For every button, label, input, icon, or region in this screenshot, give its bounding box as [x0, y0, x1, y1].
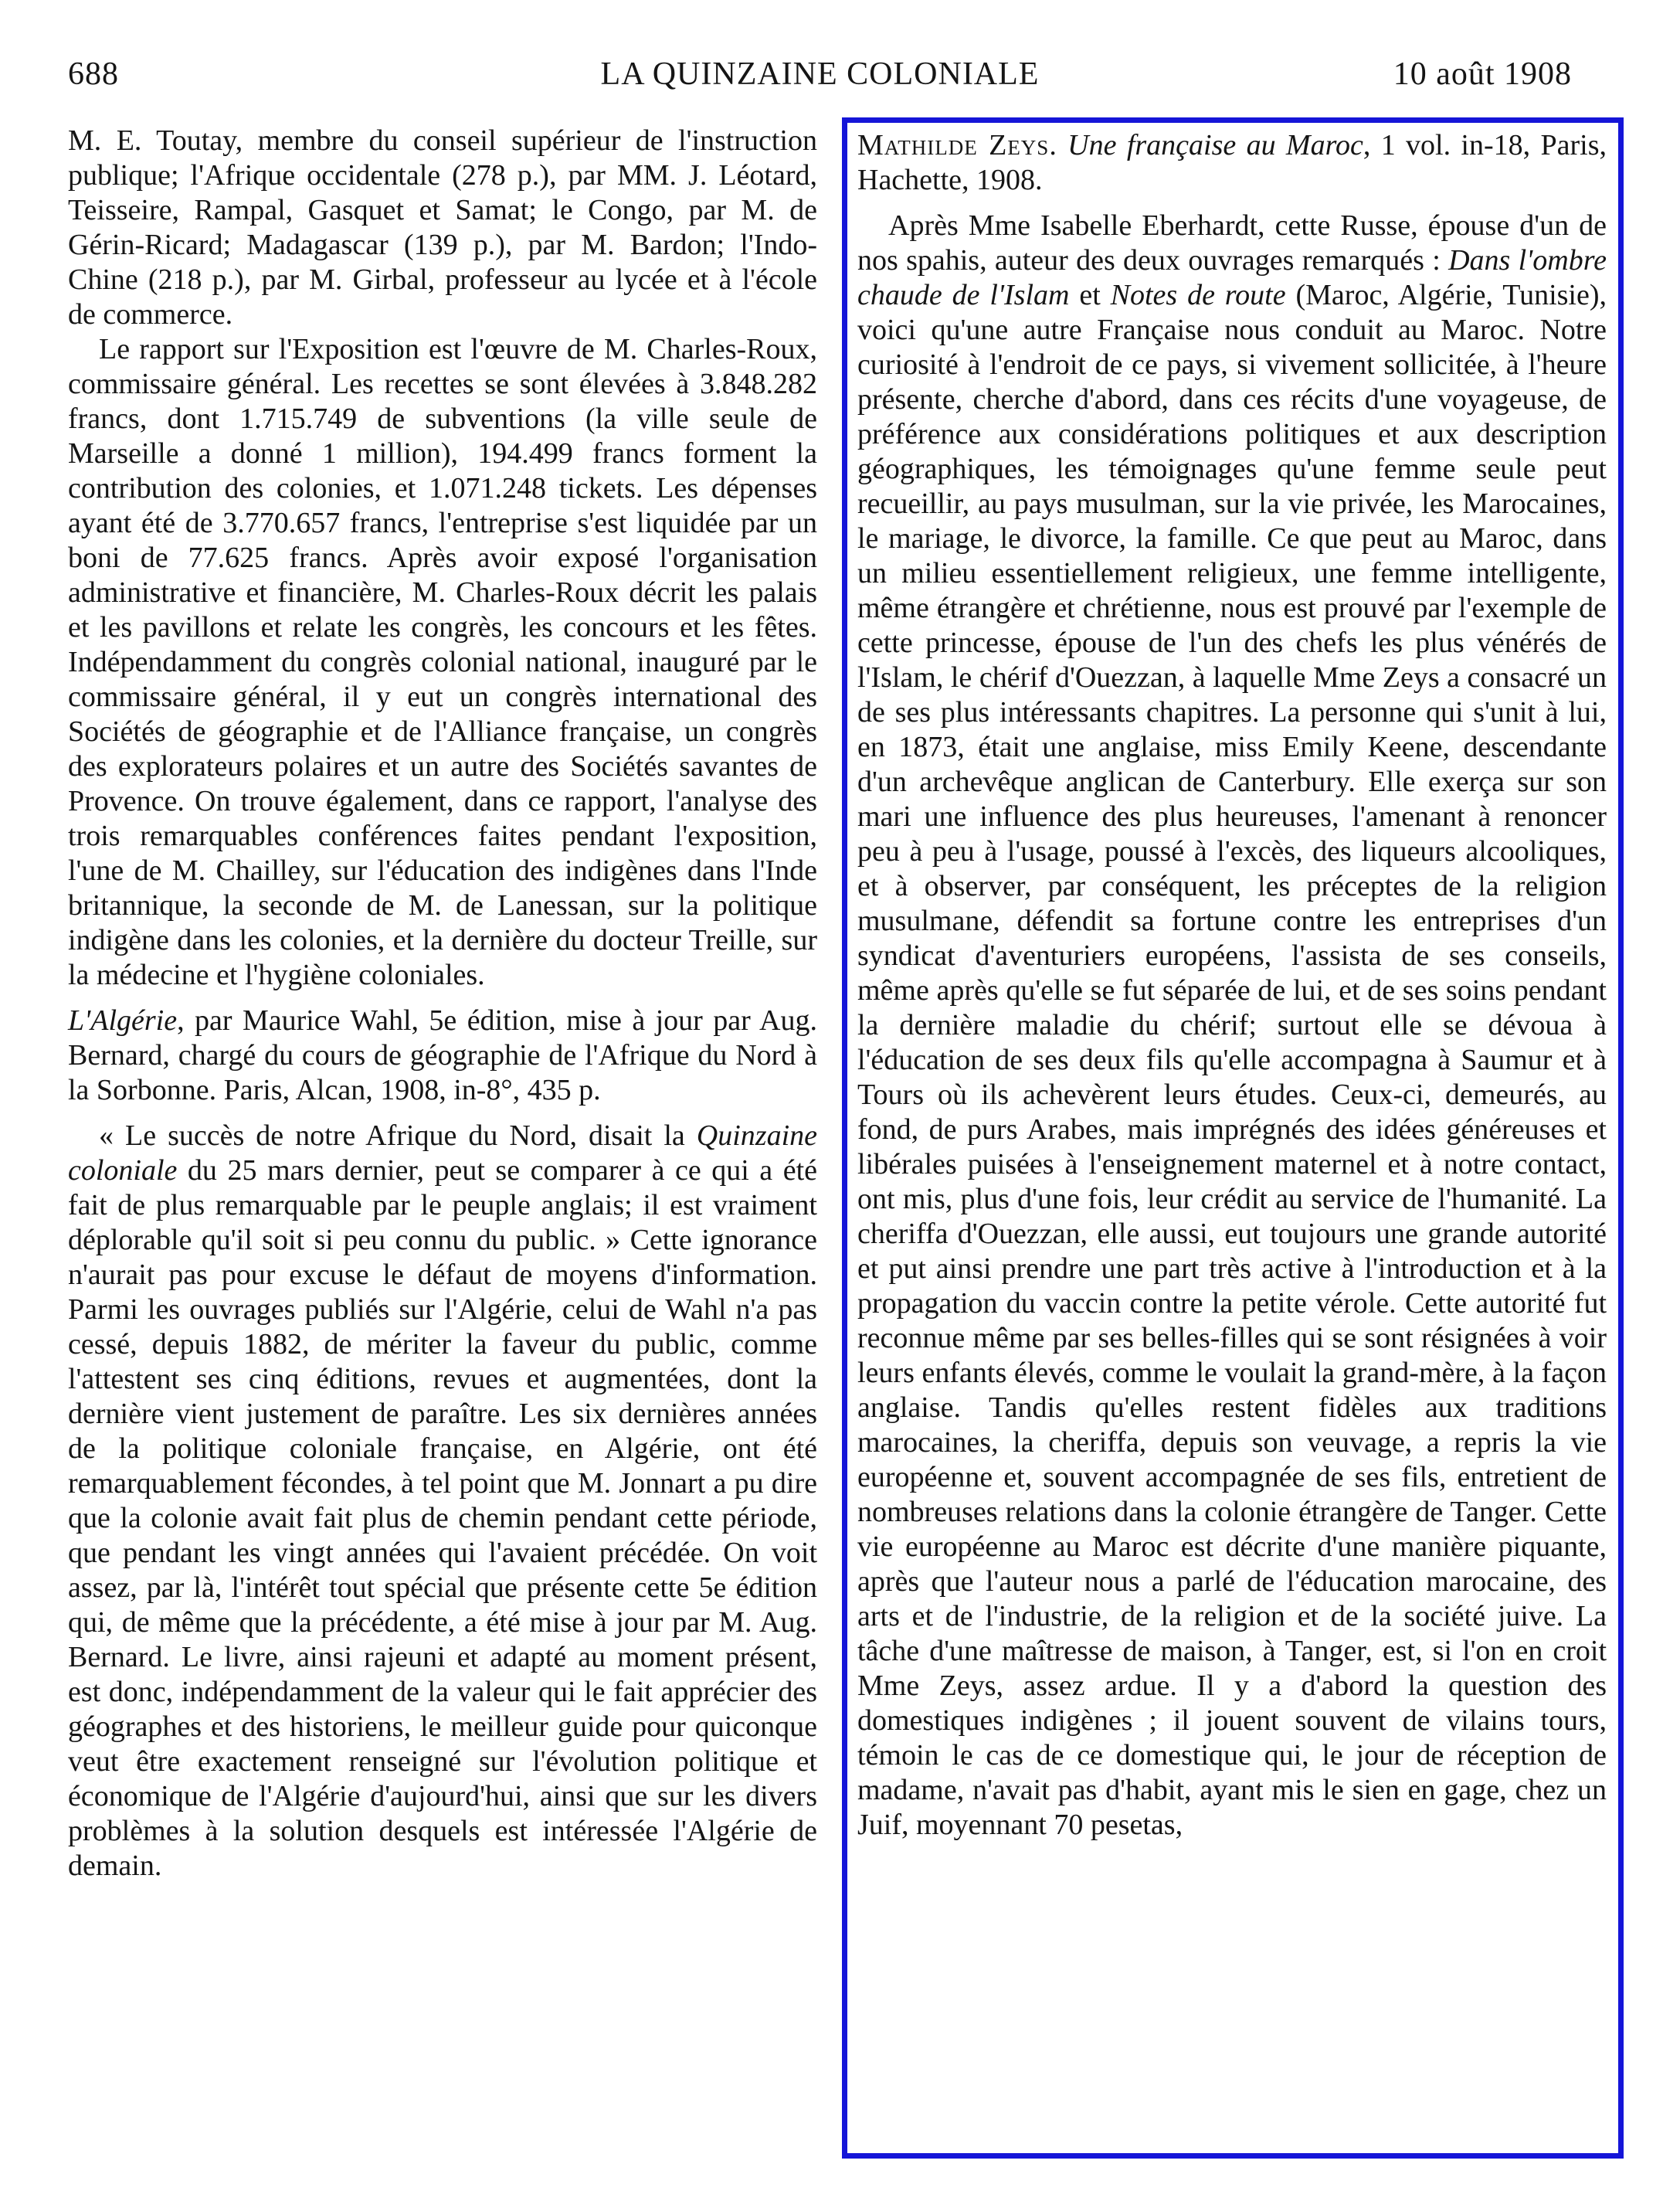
- paragraph-exposition-report: Le rapport sur l'Exposition est l'œuvre de M. Charles-Roux, commissaire général. Les recettes se sont élevées à 3.848.282 francs, dont 1.715.749 de subventions (la ville seule de Marseille a donné 1 million), 194.499 francs forment la contribution des colonies, et 1.071.248 tickets. Les dépenses ayant été de 3.770.657 francs, l'entreprise s'est liquidée par un boni de 77.625 francs. Après avoir exposé l'organisation administrative et financière, M. Charles-Roux décrit les palais et les pavillons et relate les congrès, les concours et les fêtes. Indépendamment du congrès colonial national, inauguré par le commissaire général, il y eut un congrès international des Sociétés de géographie et de l'Alliance française, un congrès des explorateurs polaires et un autre des Sociétés savantes de Provence. On trouve également, dans ce rapport, l'analyse des trois remarquables conférences faites pendant l'exposition, l'une de M. Chailley, sur l'éducation des indigènes dans l'Inde britannique, la seconde de M. de Lanessan, sur la politique indigène dans les colonies, et la dernière du docteur Treille, sur la médecine et l'hygiène coloniales.: [68, 333, 817, 991]
- page-header: [68, 56, 1572, 110]
- journal-reference: Quinzaine coloniale: [68, 1119, 817, 1187]
- review-maroc-conjunction: et: [1069, 279, 1111, 311]
- paragraph-maroc-review: [857, 209, 1607, 1843]
- journal-title: LA QUINZAINE COLONIALE: [600, 56, 1040, 92]
- book-title-maroc: Une française au Maroc: [1067, 129, 1363, 161]
- work-title-islam: Dans l'ombre chaude de l'Islam: [857, 244, 1607, 311]
- left-column: [68, 124, 817, 1884]
- book-citation-algerie: [68, 1004, 817, 1108]
- book-title-algerie: L'Algérie: [68, 1004, 178, 1037]
- work-title-notes: Notes de route: [1110, 279, 1286, 311]
- review-opening: « Le succès de notre Afrique du Nord, disait la: [99, 1119, 697, 1152]
- issue-date: 10 août 1908: [1393, 56, 1572, 92]
- paragraph-algerie-review: [68, 1119, 817, 1884]
- author-name: Mathilde Zeys.: [857, 129, 1057, 161]
- book-citation-maroc: [857, 128, 1607, 198]
- review-maroc-opening: Après Mme Isabelle Eberhardt, cette Russe, épouse d'un de nos spahis, auteur des deux ouvrages remarqués :: [857, 209, 1607, 277]
- review-body: du 25 mars dernier, peut se comparer à ce qui a été fait de plus remarquable par le peuple anglais; il est vraiment déplorable qu'il soit si peu connu du public. » Cette ignorance n'aurait pas pour excuse le défaut de moyens d'information. Parmi les ouvrages publiés sur l'Algérie, celui de Wahl n'a pas cessé, depuis 1882, de mériter la faveur du public, comme l'attestent ses cinq éditions, revues et augmentées, dont la dernière vient justement de paraître. Les six dernières années de la politique coloniale française, en Algérie, ont été remarquablement fécondes, à tel point que M. Jonnart a pu dire que la colonie avait fait plus de chemin pendant cette période, que pendant les vingt années qui l'avaient précédée. On voit assez, par là, l'intérêt tout spécial que présente cette 5e édition qui, de même que la précédente, a été mise à jour par M. Aug. Bernard. Le livre, ainsi rajeuni et adapté au moment présent, est donc, indépendamment de la valeur qui le fait apprécier des géographes et des historiens, le meilleur guide pour quiconque veut être exactement renseigné sur l'évolution politique et économique de l'Algérie d'aujourd'hui, ainsi que sur les divers problèmes à la solution desquels est intéressée l'Algérie de demain.: [68, 1154, 817, 1882]
- book-citation-algerie-details: , par Maurice Wahl, 5e édition, mise à jour par Aug. Bernard, chargé du cours de géographie de l'Afrique du Nord à la Sorbonne. Paris, Alcan, 1908, in-8°, 435 p.: [68, 1004, 817, 1106]
- book-citation-maroc-details: , 1 vol. in-18, Paris, Hachette, 1908.: [857, 129, 1607, 196]
- paragraph-exposition-volumes: M. E. Toutay, membre du conseil supérieur de l'instruction publique; l'Afrique occidentale (278 p.), par MM. J. Léotard, Teisseire, Rampal, Gasquet et Samat; le Congo, par M. de Gérin-Ricard; Madagascar (139 p.), par M. Bardon; l'Indo-Chine (218 p.), par M. Girbal, professeur au lycée et à l'école de commerce.: [68, 124, 817, 331]
- right-column: [857, 128, 1607, 1843]
- page-number: 688: [68, 56, 119, 92]
- review-maroc-body: (Maroc, Algérie, Tunisie), voici qu'une autre Française nous conduit au Maroc. Notre curiosité à l'endroit de ce pays, si vivement sollicitée, à l'heure présente, cherche d'abord, dans ces récits d'une voyageuse, de préférence aux considérations politiques et aux description géographiques, les témoignages qu'une femme seule peut recueillir, au pays musulman, sur la vie privée, les Marocaines, le mariage, le divorce, la famille. Ce que peut au Maroc, dans un milieu essentiellement religieux, une femme intelligente, même étrangère et chrétienne, nous est prouvé par l'exemple de cette princesse, épouse de l'un des chefs les plus vénérés de l'Islam, le chérif d'Ouezzan, à laquelle Mme Zeys a consacré un de ses plus intéressants chapitres. La personne qui s'unit à lui, en 1873, était une anglaise, miss Emily Keene, descendante d'un archevêque anglican de Canterbury. Elle exerça sur son mari une influence des plus heureuses, l'amenant à renoncer peu à peu à l'usage, poussé à l'excès, des liqueurs alcooliques, et à observer, par conséquent, les préceptes de la religion musulmane, défendit sa fortune contre les entreprises d'un syndicat d'aventuriers européens, l'assista de ses conseils, même après qu'elle se fut séparée de lui, et de ses soins pendant la dernière maladie du chérif; surtout elle se dévoua à l'éducation de ses deux fils qu'elle accompagna à Saumur et à Tours où ils achevèrent leurs études. Ceux-ci, demeurés, au fond, de purs Arabes, mais imprégnés des idées généreuses et libérales puisées à l'enseignement maternel et à notre contact, ont mis, plus d'une fois, leur crédit au service de l'humanité. La cheriffa d'Ouezzan, elle aussi, eut toujours une grande autorité et put ainsi prendre une part très active à l'introduction et à la propagation du vaccin contre la petite vérole. Cette autorité fut reconnue même par ses belles-filles qui se sont résignées à voir leurs enfants élevés, comme le voulait la grand-mère, à la façon anglaise. Tandis qu'elles restent fidèles aux traditions marocaines, la cheriffa, depuis son veuvage, a repris la vie européenne et, souvent accompagnée de ses fils, entretient de nombreuses relations dans la colonie étrangère de Tanger. Cette vie européenne au Maroc est décrite d'une manière piquante, après que l'auteur nous a parlé de l'éducation marocaine, des arts et de l'industrie, de la religion et de la société juive. La tâche d'une maîtresse de maison, à Tanger, est, si l'on en croit Mme Zeys, assez ardue. Il y a d'abord la question des domestiques indigènes ; il jouent souvent de vilains tours, témoin le cas de ce domestique qui, le jour de réception de madame, n'avait pas d'habit, ayant mis le sien en gage, chez un Juif, moyennant 70 pesetas,: [857, 279, 1607, 1841]
